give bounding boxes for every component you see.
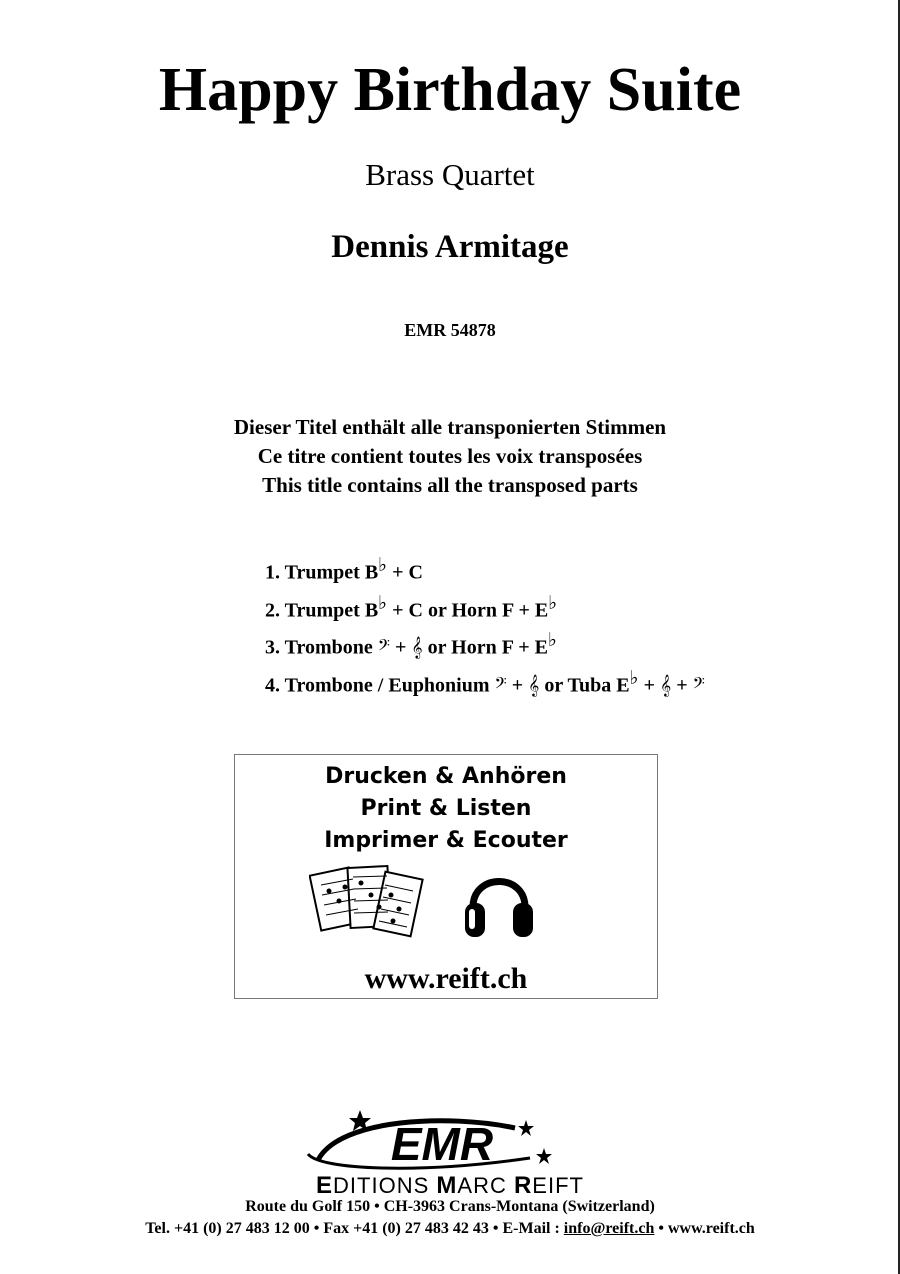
part-item [265,625,885,663]
note-english: This title contains all the transposed parts [262,473,638,497]
ensemble-subtitle: Brass Quartet [365,157,535,192]
promo-line-german: Drucken & Anhören [325,764,567,789]
publisher-initial: R [513,1172,533,1199]
flat-symbol: ♭ [378,591,388,614]
note-german: Dieser Titel enthält alle transponierten Stimmen [233,415,667,439]
part-number: 3. [265,636,280,659]
emr-logo [300,1108,570,1180]
headphones-icon [463,863,535,941]
part-text: Trumpet B [280,561,379,584]
composer-name: Dennis Armitage [331,229,569,265]
contact-website: • www.reift.ch [654,1220,755,1237]
flat-symbol: ♭ [548,591,558,614]
contact-phone-fax: Tel. +41 (0) 27 483 12 00 • Fax +41 (0) 27 483 42 43 • E-Mail : [145,1220,564,1237]
transposition-notes [0,413,900,500]
page-title: Happy Birthday Suite [158,56,742,124]
contact-line [0,1219,900,1239]
part-text: + [671,674,693,697]
bass-clef-symbol: 𝄢 [377,636,391,659]
sheet-music-icon [309,861,425,951]
bass-clef-symbol: 𝄢 [494,674,507,697]
promo-line-french: Imprimer & Ecouter [324,828,568,853]
promo-line-english: Print & Listen [360,796,532,821]
logo-text: EMR [390,1118,494,1170]
part-item [265,588,885,626]
publisher-initial: M [436,1172,458,1199]
part-text: Trombone [280,636,378,659]
promo-text [235,761,657,857]
flat-symbol: ♭ [629,666,639,689]
part-text: + C [387,561,423,584]
publisher-address: Route du Golf 150 • CH-3963 Crans-Montana (Switzerland) [245,1198,655,1215]
publisher-word: ARC [457,1173,514,1198]
flat-symbol: ♭ [378,554,388,576]
catalog-number: EMR 54878 [404,320,496,340]
treble-clef-symbol: 𝄞 [411,636,423,659]
part-text: + [390,636,412,659]
part-text: Trumpet B [280,599,379,622]
note-french: Ce titre contient toutes les voix transposées [257,444,643,468]
part-text: + [506,674,529,697]
part-item [265,663,885,701]
part-number: 2. [265,599,280,622]
part-number: 1. [265,561,280,584]
part-text: + C or Horn F + E [387,599,549,622]
publisher-word: DITIONS [333,1173,437,1198]
part-number: 4. [265,674,280,697]
part-text: + [638,674,661,697]
part-item [265,550,885,588]
publisher-name [0,1172,900,1200]
flat-symbol: ♭ [547,629,557,652]
publisher-word: EIFT [532,1173,584,1198]
treble-clef-symbol: 𝄞 [528,674,540,697]
part-text: or Horn F + E [422,636,548,659]
email-link[interactable]: info@reift.ch [563,1220,655,1237]
parts-list [265,550,885,701]
print-listen-box [234,754,658,999]
promo-website: www.reift.ch [364,962,528,995]
part-text: Trombone / Euphonium [280,674,495,697]
bass-clef-symbol: 𝄢 [692,674,705,697]
part-text: or Tuba E [539,674,630,697]
publisher-initial: E [316,1172,334,1199]
treble-clef-symbol: 𝄞 [660,674,672,697]
